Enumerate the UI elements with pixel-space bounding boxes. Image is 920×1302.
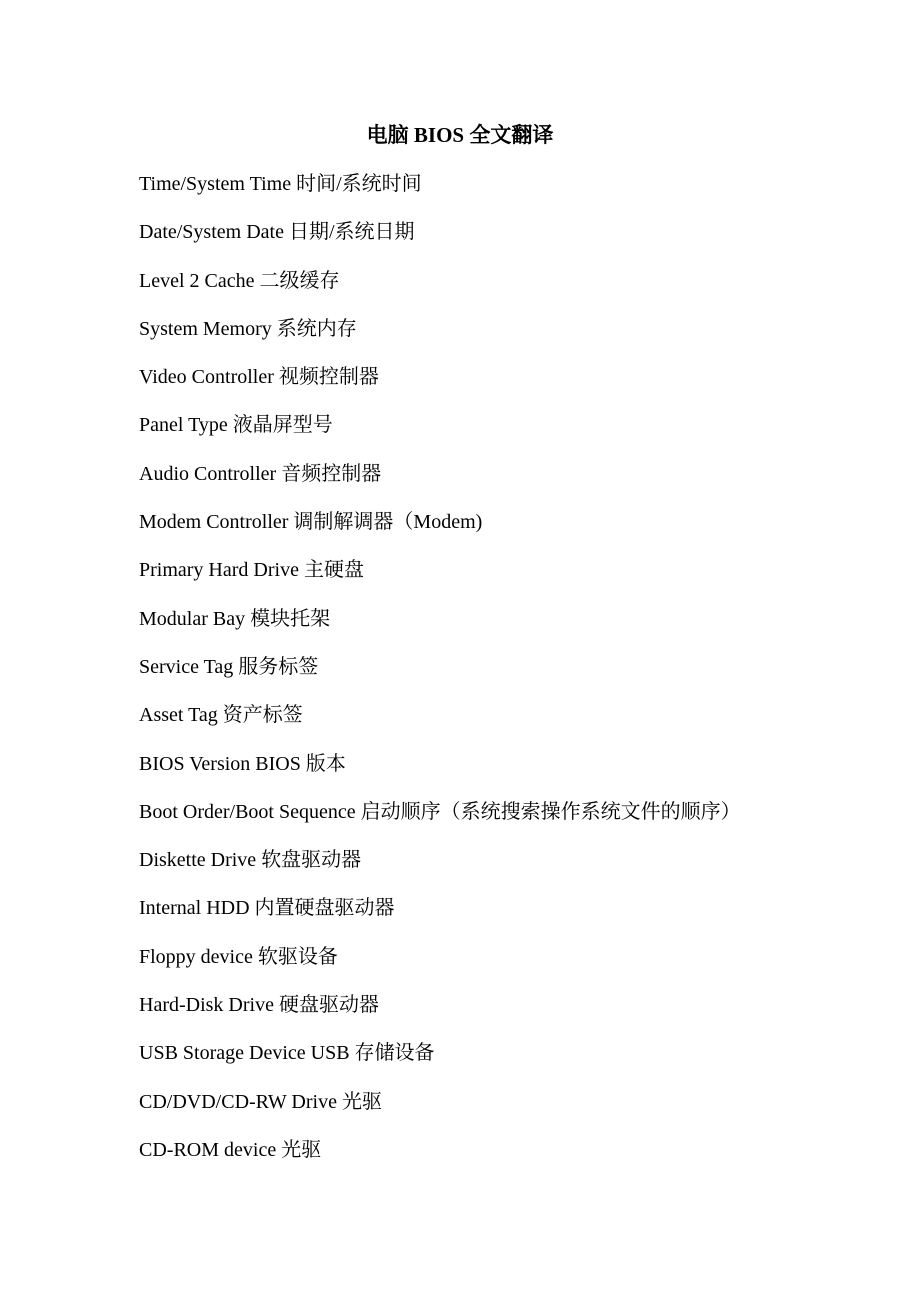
term-translation: USB Storage Device USB 存储设备 — [139, 1042, 435, 1065]
term-translation: Panel Type 液晶屏型号 — [139, 414, 333, 437]
term-translation: Modem Controller 调制解调器（Modem) — [139, 511, 483, 534]
list-item — [139, 217, 909, 265]
list-item — [139, 555, 909, 603]
term-translation: Video Controller 视频控制器 — [139, 366, 379, 389]
term-translation: BIOS Version BIOS 版本 — [139, 752, 346, 775]
term-translation: Diskette Drive 软盘驱动器 — [139, 849, 362, 872]
term-translation: Modular Bay 模块托架 — [139, 607, 331, 630]
term-translation: Hard-Disk Drive 硬盘驱动器 — [139, 994, 379, 1017]
list-item — [139, 507, 909, 555]
term-translation: Internal HDD 内置硬盘驱动器 — [139, 897, 395, 920]
list-item — [139, 1087, 909, 1135]
list-item — [139, 604, 909, 652]
term-translation: Audio Controller 音频控制器 — [139, 462, 382, 485]
document-title: 电脑 BIOS 全文翻译 — [366, 123, 554, 147]
list-item — [139, 1038, 909, 1086]
list-item — [139, 1135, 909, 1183]
term-translation: Boot Order/Boot Sequence 启动顺序（系统搜索操作系统文件的顺序） — [139, 800, 741, 823]
list-item — [139, 990, 909, 1038]
list-item — [139, 797, 909, 845]
list-item — [139, 652, 909, 700]
list-item — [139, 942, 909, 990]
list-item — [139, 459, 909, 507]
list-item — [139, 410, 909, 458]
term-translation: Level 2 Cache 二级缓存 — [139, 269, 340, 292]
term-translation: Date/System Date 日期/系统日期 — [139, 221, 415, 244]
term-translation: System Memory 系统内存 — [139, 317, 357, 340]
list-item — [139, 314, 909, 362]
term-translation: Service Tag 服务标签 — [139, 655, 319, 678]
term-translation: Time/System Time 时间/系统时间 — [139, 173, 422, 195]
list-item — [139, 893, 909, 941]
list-item — [139, 845, 909, 893]
list-item — [139, 749, 909, 797]
list-item — [139, 362, 909, 410]
term-list — [139, 169, 909, 1183]
term-translation: Asset Tag 资产标签 — [139, 704, 303, 727]
term-translation: Primary Hard Drive 主硬盘 — [139, 559, 364, 582]
term-translation: CD-ROM device 光驱 — [139, 1138, 322, 1161]
term-translation: Floppy device 软驱设备 — [139, 945, 338, 968]
list-item — [139, 266, 909, 314]
list-item — [139, 700, 909, 748]
list-item — [139, 169, 909, 217]
term-translation: CD/DVD/CD-RW Drive 光驱 — [139, 1090, 382, 1113]
